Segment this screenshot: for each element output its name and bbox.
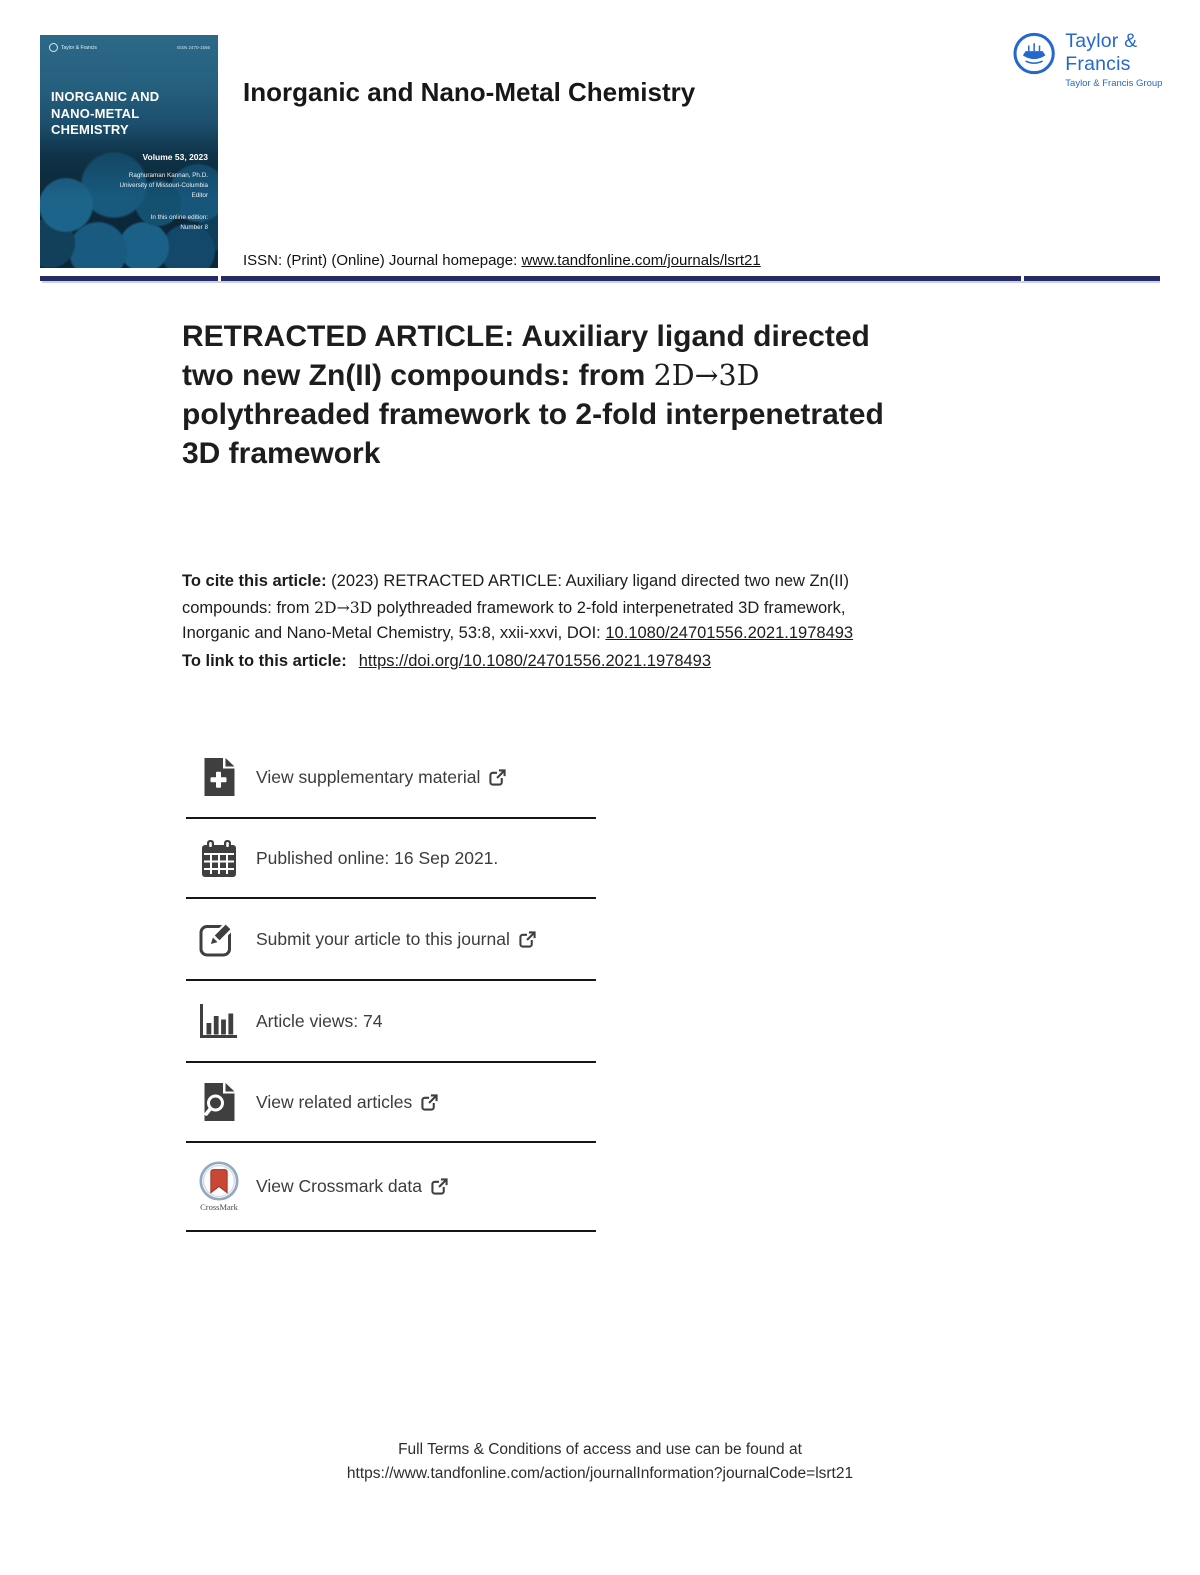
taylor-francis-mini-logo-icon: [49, 43, 58, 52]
math-notation: 2D→3D: [314, 597, 373, 617]
journal-homepage-link[interactable]: www.tandfonline.com/journals/lsrt21: [521, 252, 761, 269]
calendar-icon: [201, 839, 237, 878]
action-label: View related articles: [256, 1091, 413, 1112]
doi-url-link[interactable]: https://doi.org/10.1080/24701556.2021.1978493: [358, 652, 712, 670]
cover-volume: Volume 53, 2023: [142, 152, 208, 162]
submit-article-link[interactable]: [186, 899, 596, 979]
related-articles-icon: [203, 1082, 236, 1122]
article-title: RETRACTED ARTICLE: Auxiliary ligand directed two new Zn(II) compounds: from 2D→3D polythreaded framework to 2-fold interpenetrated 3D framework: [182, 320, 884, 470]
external-link-icon: [489, 769, 506, 786]
publisher-name: Taylor & Francis: [1065, 30, 1138, 75]
doi-link[interactable]: 10.1080/24701556.2021.1978493: [605, 624, 854, 642]
header-rule-segment-1: [40, 276, 218, 281]
cover-editor-affiliation: University of Missouri-Columbia: [119, 182, 208, 190]
header-rule-segment-2: [221, 276, 1021, 281]
view-crossmark-data-link[interactable]: [186, 1143, 596, 1230]
published-online-date: Published online: 16 Sep 2021.: [256, 847, 499, 868]
article-link-line: [182, 652, 711, 671]
cover-editor-role: Editor: [191, 192, 208, 200]
link-label: To link to this article:: [182, 652, 347, 670]
cite-label: To cite this article:: [182, 572, 332, 590]
cover-issn: ISSN 2470-1556: [176, 45, 210, 50]
terms-footer-line1: Full Terms & Conditions of access and use can be found at: [398, 1441, 802, 1458]
journal-title-heading: Inorganic and Nano-Metal Chemistry: [243, 77, 696, 107]
published-online-row: [186, 819, 596, 897]
bar-chart-icon: [199, 1003, 239, 1039]
cover-editor-name: Raghuraman Kannan, Ph.D.: [128, 172, 208, 179]
issn-homepage-line: [243, 252, 761, 269]
action-label: View supplementary material: [256, 766, 481, 787]
divider: [186, 1230, 596, 1232]
view-supplementary-material-link[interactable]: [186, 737, 596, 817]
header-rule-segment-3: [1024, 276, 1160, 281]
action-label: Submit your article to this journal: [256, 928, 510, 949]
view-related-articles-link[interactable]: [186, 1063, 596, 1141]
terms-footer: [0, 1438, 1200, 1486]
terms-footer-url: https://www.tandfonline.com/action/journalInformation?journalCode=lsrt21: [346, 1465, 854, 1482]
issn-label: ISSN: (Print) (Online) Journal homepage:: [243, 252, 522, 269]
taylor-francis-logo: [1012, 30, 1200, 89]
supplementary-material-icon: [203, 757, 236, 797]
crossmark-caption: CrossMark: [200, 1202, 238, 1212]
header-rule-light: [42, 281, 1160, 283]
citation-block: To cite this article: (2023) RETRACTED ARTICLE: Auxiliary ligand directed two new Zn(II) compounds: from 2D→3D polythreaded framework to 2-fold interpenetrated 3D framework, Inorganic and Nano-Metal Chemistry, 53:8, xxii-xxvi, DOI: 10.1080/24701556.2021.1978493: [182, 572, 854, 642]
taylor-francis-ship-icon: [1012, 30, 1056, 77]
article-actions-list: [186, 737, 596, 1232]
math-notation: 2D→3D: [653, 359, 760, 392]
submit-pencil-icon: [199, 922, 239, 957]
cover-publisher-name: Taylor & Francis: [61, 44, 97, 51]
article-views-count: Article views: 74: [256, 1010, 383, 1031]
publisher-group: Taylor & Francis Group: [1065, 78, 1163, 89]
article-views-row: [186, 981, 596, 1061]
cover-publisher-brand: [49, 43, 97, 52]
external-link-icon: [519, 931, 536, 948]
external-link-icon: [421, 1094, 438, 1111]
cover-journal-title: INORGANIC AND NANO-METAL CHEMISTRY: [51, 89, 160, 138]
cover-editor-block: [119, 171, 208, 201]
journal-cover-image: [40, 35, 218, 268]
external-link-icon: [431, 1178, 448, 1195]
crossmark-icon: [199, 1161, 239, 1201]
action-label: View Crossmark data: [256, 1176, 422, 1196]
cover-edition-block: In this online edition: Number 8: [150, 214, 208, 232]
